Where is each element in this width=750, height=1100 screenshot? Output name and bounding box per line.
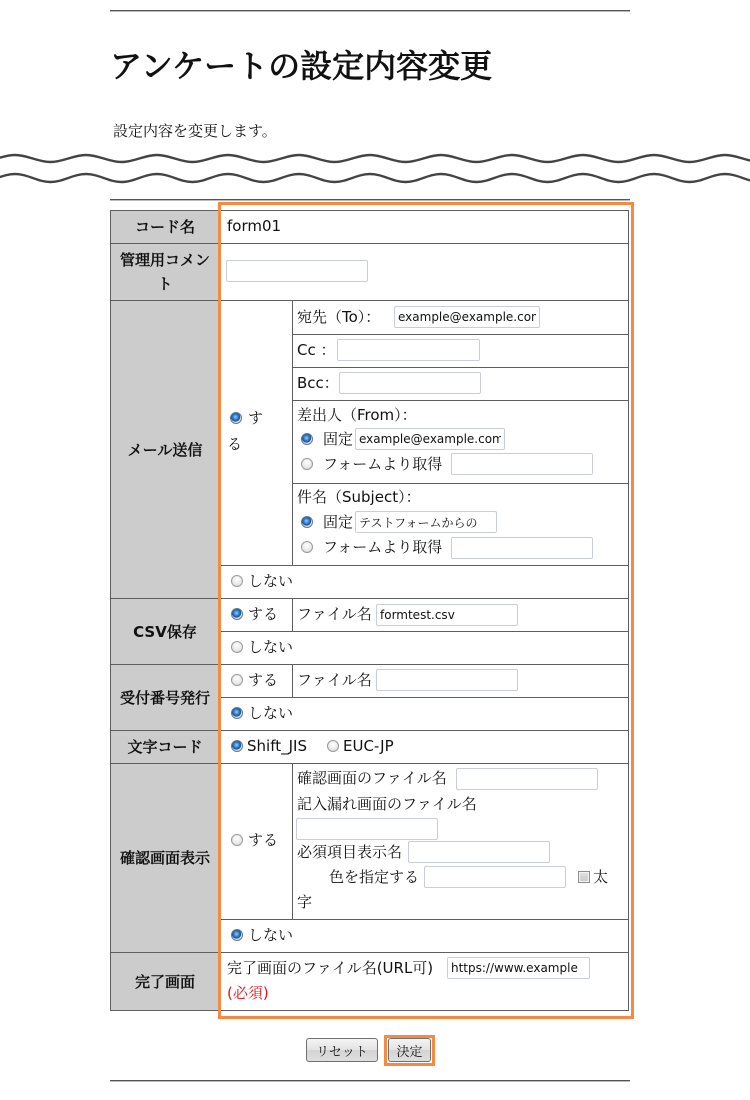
mail-bcc-input[interactable] bbox=[339, 372, 481, 394]
charset-shift-jis-label: Shift_JIS bbox=[247, 737, 307, 755]
csv-no-radio[interactable] bbox=[231, 641, 243, 653]
mail-subject-fixed-label: 固定 bbox=[323, 513, 354, 531]
row-header-complete-screen bbox=[110, 952, 220, 1011]
row-header-receipt-number bbox=[110, 664, 220, 731]
receipt-number-label: 受付番号発行 bbox=[119, 688, 210, 707]
row-header-csv bbox=[110, 598, 220, 665]
row-header-confirm-screen bbox=[110, 763, 220, 953]
missing-file-input[interactable] bbox=[296, 818, 438, 840]
mail-yes-cell bbox=[219, 300, 293, 566]
charset-label: 文字コード bbox=[127, 738, 203, 756]
required-mark-input[interactable] bbox=[408, 841, 550, 863]
receipt-yes-label: する bbox=[248, 671, 279, 689]
bold-checkbox[interactable] bbox=[578, 871, 590, 883]
row-header-mail bbox=[110, 300, 220, 599]
csv-filename-label: ファイル名 bbox=[297, 605, 372, 623]
color-input[interactable] bbox=[424, 866, 566, 888]
submit-button[interactable]: 決定 bbox=[388, 1038, 431, 1062]
charset-shift-jis-radio[interactable] bbox=[231, 740, 243, 752]
mail-yes-label-2: る bbox=[227, 435, 243, 453]
mail-subject-fixed-input[interactable] bbox=[355, 511, 497, 533]
admin-comment-label: 管理用コメント bbox=[119, 251, 210, 293]
mail-from-fixed-label: 固定 bbox=[323, 430, 354, 448]
required-mark-label: 必須項目表示名 bbox=[297, 843, 403, 861]
mail-cc-label: Cc ： bbox=[297, 341, 336, 359]
mail-yes-radio[interactable] bbox=[230, 412, 242, 424]
charset-euc-jp-radio[interactable] bbox=[327, 740, 339, 752]
mail-subject-label: 件名（Subject）： bbox=[297, 488, 421, 506]
missing-file-label: 記入漏れ画面のファイル名 bbox=[297, 795, 477, 813]
reset-button[interactable]: リセット bbox=[306, 1038, 378, 1062]
csv-no-label: しない bbox=[248, 638, 294, 656]
receipt-no-label: しない bbox=[248, 704, 294, 722]
receipt-no-radio[interactable] bbox=[231, 707, 243, 719]
csv-label: CSV保存 bbox=[133, 622, 197, 641]
page-description: 設定内容を変更します。 bbox=[113, 122, 277, 140]
mail-from-form-label: フォームより取得 bbox=[323, 455, 443, 473]
mail-from-fixed-radio[interactable] bbox=[301, 433, 313, 445]
confirm-no-label: しない bbox=[248, 926, 294, 944]
mail-bcc-label: Bcc： bbox=[297, 374, 339, 392]
csv-yes-label: する bbox=[248, 605, 279, 623]
csv-filename-input[interactable] bbox=[376, 604, 518, 626]
page-title: アンケートの設定内容変更 bbox=[110, 47, 493, 85]
mail-yes-label-1: す bbox=[248, 409, 264, 427]
mail-to-label: 宛先（To）： bbox=[297, 308, 381, 326]
required-note: (必須) bbox=[227, 984, 269, 1002]
mail-subject-form-input[interactable] bbox=[451, 537, 593, 559]
confirm-yes-radio[interactable] bbox=[231, 834, 243, 846]
receipt-filename-input[interactable] bbox=[376, 669, 518, 691]
bottom-divider bbox=[110, 1080, 630, 1082]
mail-to-input[interactable] bbox=[394, 306, 540, 328]
bold-label-line2: 字 bbox=[297, 893, 313, 911]
color-label: 色を指定する bbox=[329, 868, 420, 886]
receipt-filename-label: ファイル名 bbox=[297, 671, 372, 689]
mail-no-radio[interactable] bbox=[231, 575, 243, 587]
code-name-label: コード名 bbox=[134, 218, 195, 236]
mail-subject-fixed-radio[interactable] bbox=[301, 516, 313, 528]
wavy-break-decoration bbox=[0, 145, 750, 190]
confirm-no-radio[interactable] bbox=[231, 929, 243, 941]
mail-cc-input[interactable] bbox=[337, 339, 480, 361]
mail-from-label: 差出人（From）： bbox=[297, 406, 417, 424]
confirm-yes-label: する bbox=[248, 831, 279, 849]
top-divider bbox=[110, 10, 630, 12]
complete-file-label: 完了画面のファイル名(URL可) bbox=[227, 959, 434, 977]
mail-label: メール送信 bbox=[127, 440, 203, 459]
mail-no-label: しない bbox=[248, 572, 294, 590]
mail-subject-form-label: フォームより取得 bbox=[323, 538, 443, 556]
admin-comment-input[interactable] bbox=[226, 260, 368, 282]
row-header-code-name bbox=[110, 210, 220, 244]
mail-from-form-input[interactable] bbox=[451, 453, 593, 475]
complete-file-input[interactable] bbox=[447, 957, 590, 979]
charset-euc-jp-label: EUC-JP bbox=[343, 737, 394, 755]
mail-from-form-radio[interactable] bbox=[301, 458, 313, 470]
mail-subject-form-radio[interactable] bbox=[301, 541, 313, 553]
row-header-charset bbox=[110, 730, 220, 764]
confirm-file-input[interactable] bbox=[456, 768, 598, 790]
csv-yes-radio[interactable] bbox=[231, 608, 243, 620]
row-header-admin-comment bbox=[110, 243, 220, 301]
confirm-file-label: 確認画面のファイル名 bbox=[297, 769, 447, 787]
form-top-divider bbox=[110, 199, 630, 201]
confirm-screen-label: 確認画面表示 bbox=[119, 849, 210, 867]
mail-from-fixed-input[interactable] bbox=[355, 428, 505, 450]
bold-label-line1: 太 bbox=[593, 868, 609, 886]
code-name-value: form01 bbox=[227, 217, 282, 235]
receipt-yes-radio[interactable] bbox=[231, 674, 243, 686]
complete-screen-label: 完了画面 bbox=[134, 972, 195, 991]
